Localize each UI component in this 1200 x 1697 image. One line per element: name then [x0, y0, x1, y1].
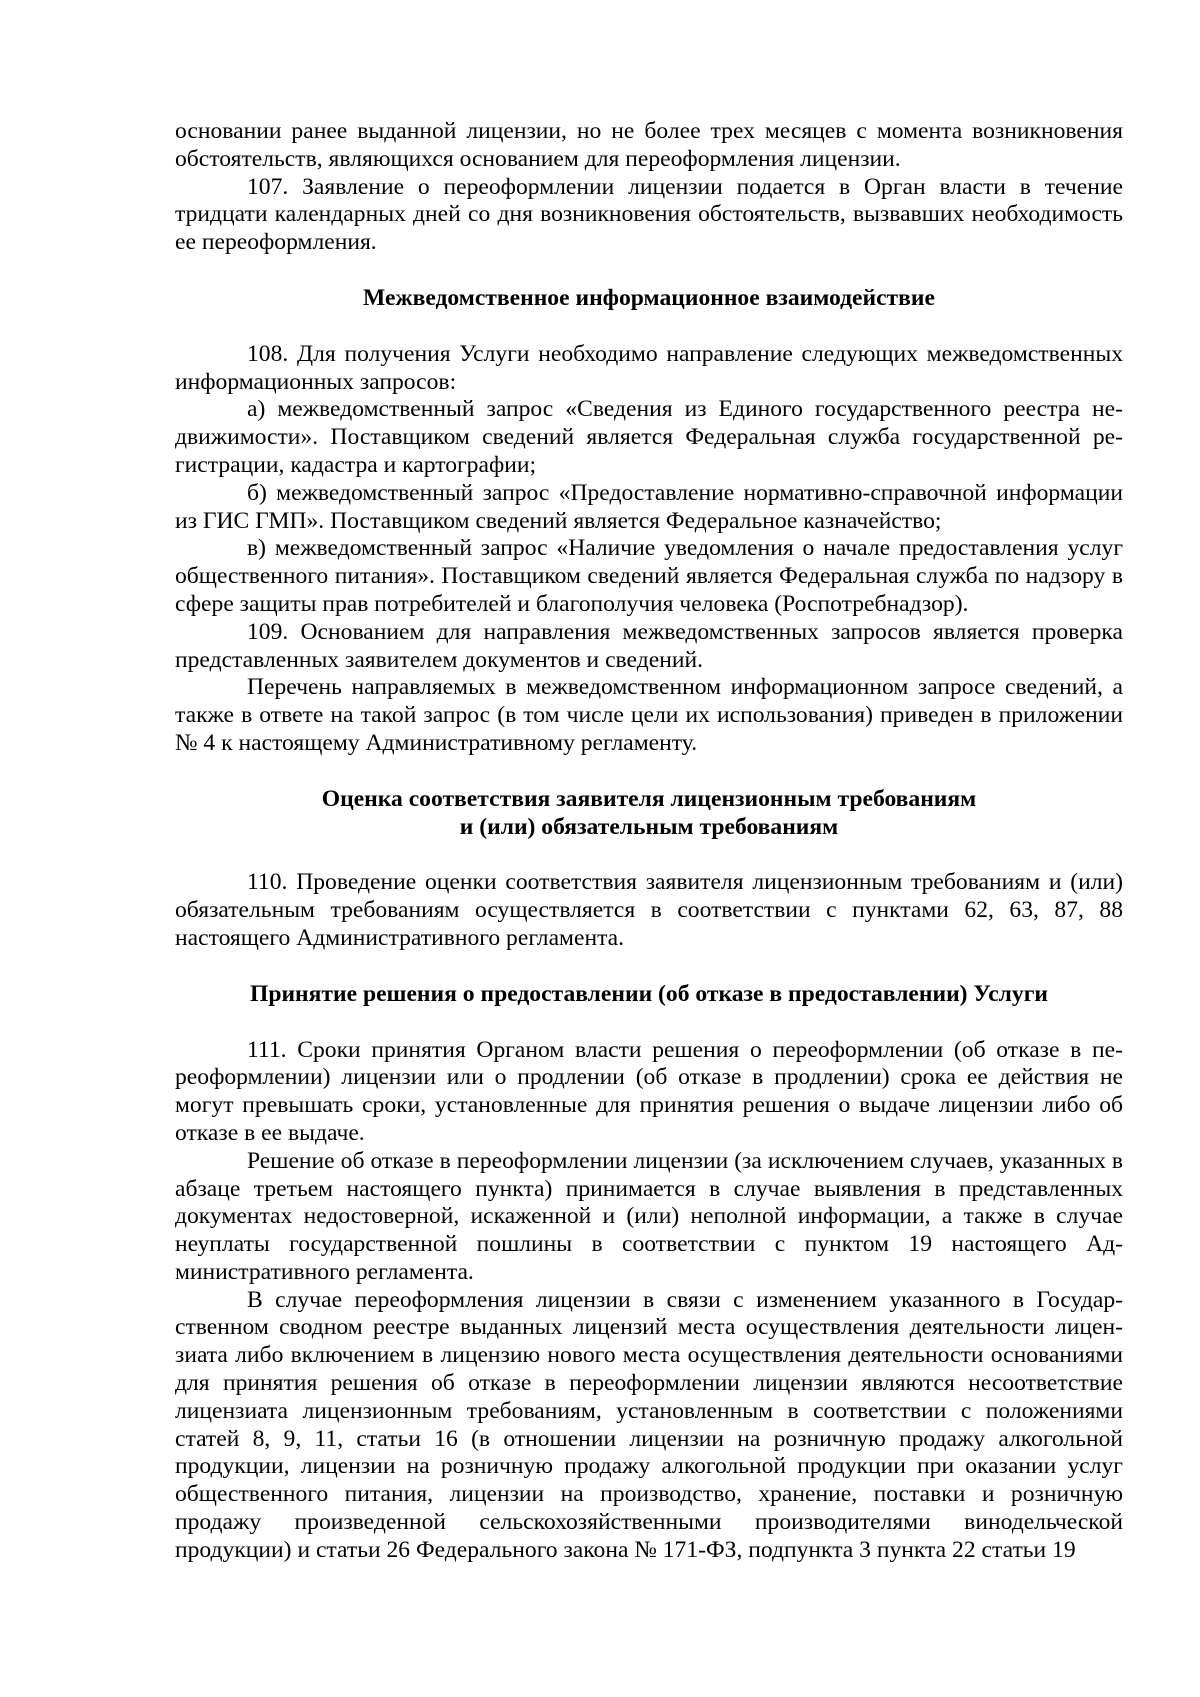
paragraph-109: 109. Основанием для направления межведомственных запросов является проверка представленных заявителем документов и сведений.: [175, 618, 1123, 673]
paragraph-108-b: б) межведомственный запрос «Предоставление нормативно-справочной информации из ГИС ГМП». Поставщиком сведений является Федеральное казначейство;: [175, 479, 1123, 534]
paragraph-109-list: Перечень направляемых в межведомственном информационном запросе сведений, а также в ответе на такой запрос (в том числе цели их использования) приведен в приложении № 4 к настоящему Административному регламенту.: [175, 674, 1123, 756]
paragraph-107: 107. Заявление о переоформлении лицензии подается в Орган власти в течение тридцати календарных дней со дня возникновения обстоятельств, вызвавших необходимость ее переоформления.: [175, 173, 1123, 256]
paragraph-110: 110. Проведение оценки соответствия заявителя лицензионным требованиям и (или) обязательным требованиям осуществляется в соответствии с пунктами 62, 63, 87, 88 настоящего Административного регламента.: [175, 869, 1123, 951]
heading-decision: Принятие решения о предоставлении (об отказе в предоставлении) Услуги: [249, 980, 1049, 1007]
paragraph-111: 111. Сроки принятия Органом власти решения о переоформлении (об отказе в переоформлении) лицензии или о продлении (об отказе в продлении) срока ее действия не могут превышать сроки, установленные для принятия решения о выдаче лицензии либо об отказе в ее выдаче.: [175, 1036, 1123, 1146]
paragraph-111-case: В случае переоформления лицензии в связи с изменением указанного в Государственном сводном реестре выданных лицензий места осуществления деятельности лицензиата либо включением в лицензию нового места осуществления деятельности основаниями для принятия решения об отказе в переоформлении лицензии являются несоответствие лицензиата лицензионным требованиям, установленным в соответствии с положениями статей 8, 9, 11, статьи 16 (в отношении лицензии на розничную продажу алкогольной продукции, лицензии на розничную продажу алкогольной продукции при оказании услуг общественного питания, лицензии на производство, хранение, поставки и розничную продажу произведенной сельскохозяйственными производителями винодельческой продукции) и статьи 26 Федерального закона № 171-ФЗ, подпункта 3 пункта 22 статьи 19: [175, 1286, 1123, 1563]
paragraph-108: 108. Для получения Услуги необходимо направление следующих межведомственных информационных запросов:: [175, 340, 1123, 395]
heading-interagency-interaction: Межведомственное информационное взаимодействие: [363, 284, 935, 311]
paragraph-111-refusal: Решение об отказе в переоформлении лицензии (за исключением случаев, указанных в абзаце третьем настоящего пункта) принимается в случае выявления в представленных документах недостоверной, искаженной и (или) неполной информации, а также в случае неуплаты государственной пошлины в соответствии с пунктом 19 настоящего Административного регламента.: [175, 1147, 1123, 1285]
heading-assessment: [175, 786, 1123, 842]
heading-assessment-line-1: Оценка соответствия заявителя лицензионным требованиям: [321, 785, 977, 812]
paragraph-continuation: основании ранее выданной лицензии, но не более трех месяцев с момента возникновения обстоятельств, являющихся основанием для переоформления лицензии.: [175, 118, 1123, 172]
document-page: [175, 118, 1123, 1565]
paragraph-108-v: в) межведомственный запрос «Наличие уведомления о начале предоставления услуг общественного питания». Поставщиком сведений является Федеральная служба по надзору в сфере защиты прав потребителей и благополучия человека (Роспотребнадзор).: [175, 535, 1123, 617]
heading-assessment-line-2: и (или) обязательным требованиям: [459, 813, 839, 840]
paragraph-108-a: а) межведомственный запрос «Сведения из Единого государственного реестра недвижимости». Поставщиком сведений является Федеральная служба государственной регистрации, кадастра и картографии;: [175, 396, 1123, 478]
